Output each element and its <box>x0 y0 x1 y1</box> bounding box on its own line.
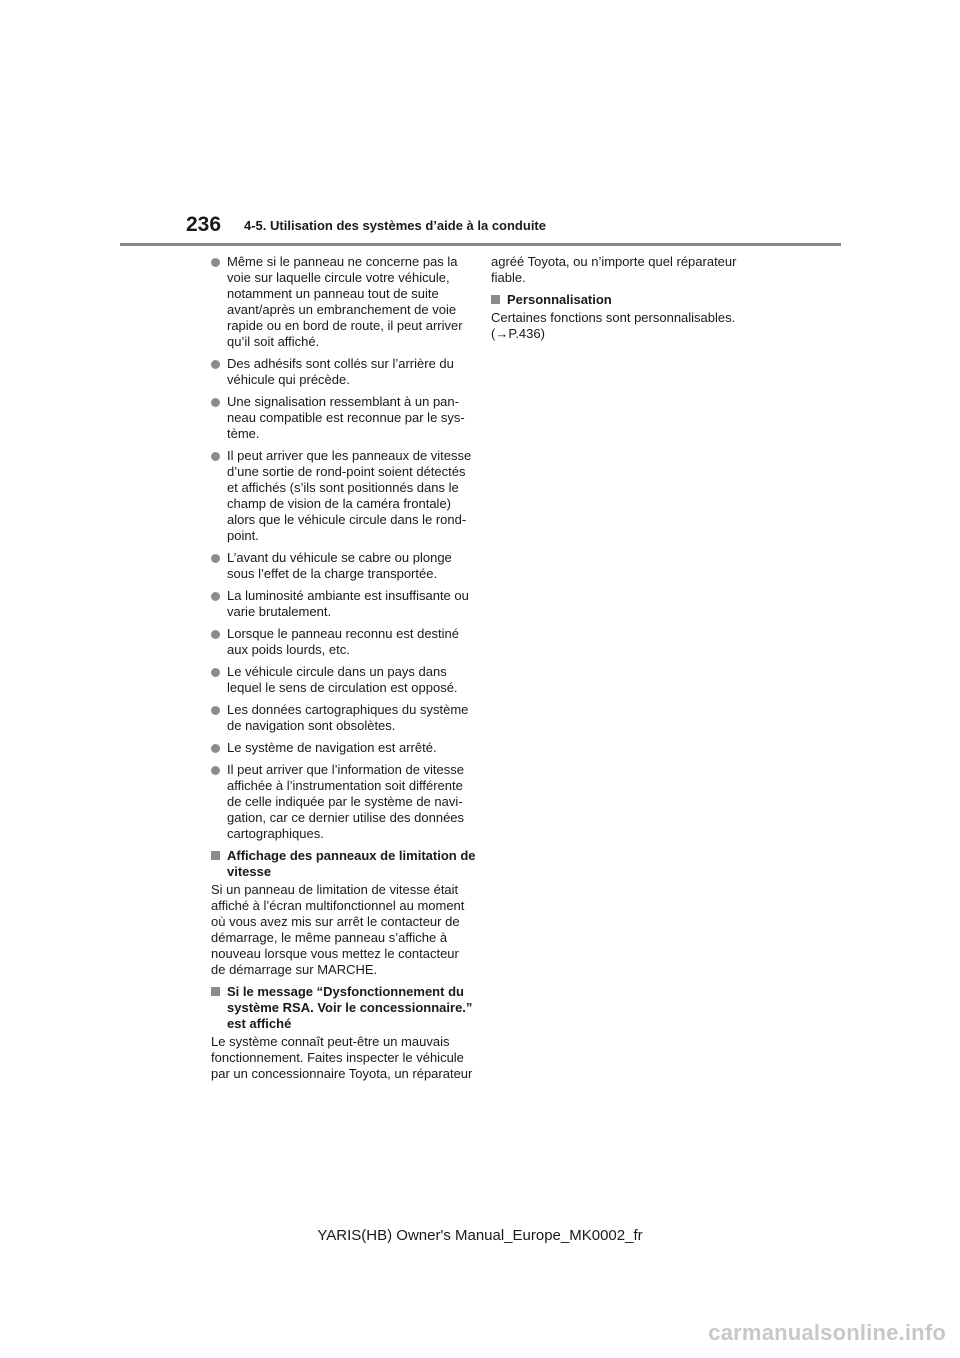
bullet-line: sous l’effet de la charge transportée. <box>227 566 438 581</box>
section-title: 4-5. Utilisation des systèmes d’aide à la conduite <box>244 218 546 233</box>
round-bullet-icon <box>211 668 220 677</box>
square-bullet-icon <box>211 851 220 860</box>
round-bullet-icon <box>211 398 220 407</box>
bullet-line: Même si le panneau ne concerne pas la <box>227 254 458 269</box>
bullet-line: point. <box>227 528 259 543</box>
bullet-item <box>211 762 469 842</box>
para-line: agréé Toyota, ou n’importe quel réparateur <box>491 254 737 269</box>
bullet-line: L’avant du véhicule se cabre ou plonge <box>227 550 452 565</box>
bullet-line: rapide ou en bord de route, il peut arriver <box>227 318 463 333</box>
bullet-line: gation, car ce dernier utilise des données <box>227 810 465 825</box>
para-line: nouveau lorsque vous mettez le contacteur <box>211 946 459 961</box>
square-bullet-icon <box>211 987 220 996</box>
bullet-line: voie sur laquelle circule votre véhicule, <box>227 270 450 285</box>
bullet-line: varie brutalement. <box>227 604 332 619</box>
round-bullet-icon <box>211 360 220 369</box>
bullet-line: Lorsque le panneau reconnu est destiné <box>227 626 460 641</box>
bullet-item <box>211 702 469 734</box>
round-bullet-icon <box>211 766 220 775</box>
bullet-line: champ de vision de la caméra frontale) <box>227 496 452 511</box>
bullet-item <box>211 356 469 388</box>
footer-manual-id: YARIS(HB) Owner's Manual_Europe_MK0002_fr <box>317 1227 643 1244</box>
header-rule <box>120 243 841 246</box>
paragraph-continuation <box>491 254 753 286</box>
round-bullet-icon <box>211 452 220 461</box>
bullet-line: alors que le véhicule circule dans le rond- <box>227 512 467 527</box>
bullet-item <box>211 588 469 620</box>
para-line: fonctionnement. Faites inspecter le véhicule <box>211 1050 464 1065</box>
bullet-line: neau compatible est reconnue par le sys- <box>227 410 465 425</box>
bullet-item <box>211 448 472 544</box>
bullet-item <box>211 740 469 756</box>
left-column <box>211 254 476 1088</box>
bullet-line: Il peut arriver que l’information de vitesse <box>227 762 465 777</box>
round-bullet-icon <box>211 554 220 563</box>
bullet-line: de navigation sont obsolètes. <box>227 718 396 733</box>
bullet-line: Les données cartographiques du système <box>227 702 469 717</box>
heading-line: Personnalisation <box>507 292 612 307</box>
bullet-line: cartographiques. <box>227 826 324 841</box>
heading-personnalisation <box>491 292 753 308</box>
heading-line: Si le message “Dysfonctionnement du <box>227 984 464 999</box>
bullet-line: Le véhicule circule dans un pays dans <box>227 664 447 679</box>
bullet-line: aux poids lourds, etc. <box>227 642 350 657</box>
bullet-list <box>211 254 472 842</box>
paragraph-personnalisation <box>491 310 753 342</box>
bullet-line: lequel le sens de circulation est opposé. <box>227 680 458 695</box>
bullet-item <box>211 254 469 350</box>
watermark: carmanualsonline.info <box>708 1320 946 1345</box>
page-reference-link[interactable]: (→P.436) <box>491 326 545 341</box>
heading-line: est affiché <box>227 1016 292 1031</box>
heading-line: vitesse <box>227 864 272 879</box>
round-bullet-icon <box>211 744 220 753</box>
bullet-line: d’une sortie de rond-point soient détectés <box>227 464 466 479</box>
heading-rsa-malfunction <box>211 984 473 1032</box>
para-line: Certaines fonctions sont personnalisables. <box>491 310 736 325</box>
bullet-item <box>211 394 469 442</box>
bullet-line: Des adhésifs sont collés sur l’arrière du <box>227 356 454 371</box>
bullet-item <box>211 664 469 696</box>
bullet-line: La luminosité ambiante est insuffisante ou <box>227 588 469 603</box>
round-bullet-icon <box>211 258 220 267</box>
para-line: Le système connaît peut-être un mauvais <box>211 1034 450 1049</box>
para-line: de démarrage sur MARCHE. <box>211 962 378 977</box>
heading-line: système RSA. Voir le concessionnaire.” <box>227 1000 473 1015</box>
bullet-line: Il peut arriver que les panneaux de vitesse <box>227 448 472 463</box>
square-bullet-icon <box>491 295 500 304</box>
page-number: 236 <box>186 213 222 236</box>
para-line: démarrage, le même panneau s’affiche à <box>211 930 448 945</box>
bullet-line: affichée à l’instrumentation soit différente <box>227 778 463 793</box>
bullet-line: avant/après un embranchement de voie <box>227 302 457 317</box>
para-line: fiable. <box>491 270 526 285</box>
para-line: affiché à l’écran multifonctionnel au moment <box>211 898 465 913</box>
bullet-line: Le système de navigation est arrêté. <box>227 740 437 755</box>
bullet-line: de celle indiquée par le système de navi- <box>227 794 463 809</box>
round-bullet-icon <box>211 592 220 601</box>
bullet-item <box>211 626 469 658</box>
right-column <box>491 254 753 348</box>
heading-line: Affichage des panneaux de limitation de <box>227 848 476 863</box>
bullet-line: notamment un panneau tout de suite <box>227 286 439 301</box>
para-line: où vous avez mis sur arrêt le contacteur de <box>211 914 460 929</box>
bullet-line: qu’il soit affiché. <box>227 334 320 349</box>
paragraph-speed-sign-display <box>211 882 469 978</box>
para-line: par un concessionnaire Toyota, un réparateur <box>211 1066 473 1081</box>
round-bullet-icon <box>211 630 220 639</box>
round-bullet-icon <box>211 706 220 715</box>
bullet-line: véhicule qui précède. <box>227 372 350 387</box>
bullet-item <box>211 550 469 582</box>
para-line: Si un panneau de limitation de vitesse était <box>211 882 459 897</box>
bullet-line: tème. <box>227 426 260 441</box>
bullet-line: Une signalisation ressemblant à un pan- <box>227 394 459 409</box>
heading-speed-sign-display <box>211 848 476 880</box>
bullet-line: et affichés (s’ils sont positionnés dans le <box>227 480 459 495</box>
paragraph-rsa-malfunction <box>211 1034 473 1082</box>
